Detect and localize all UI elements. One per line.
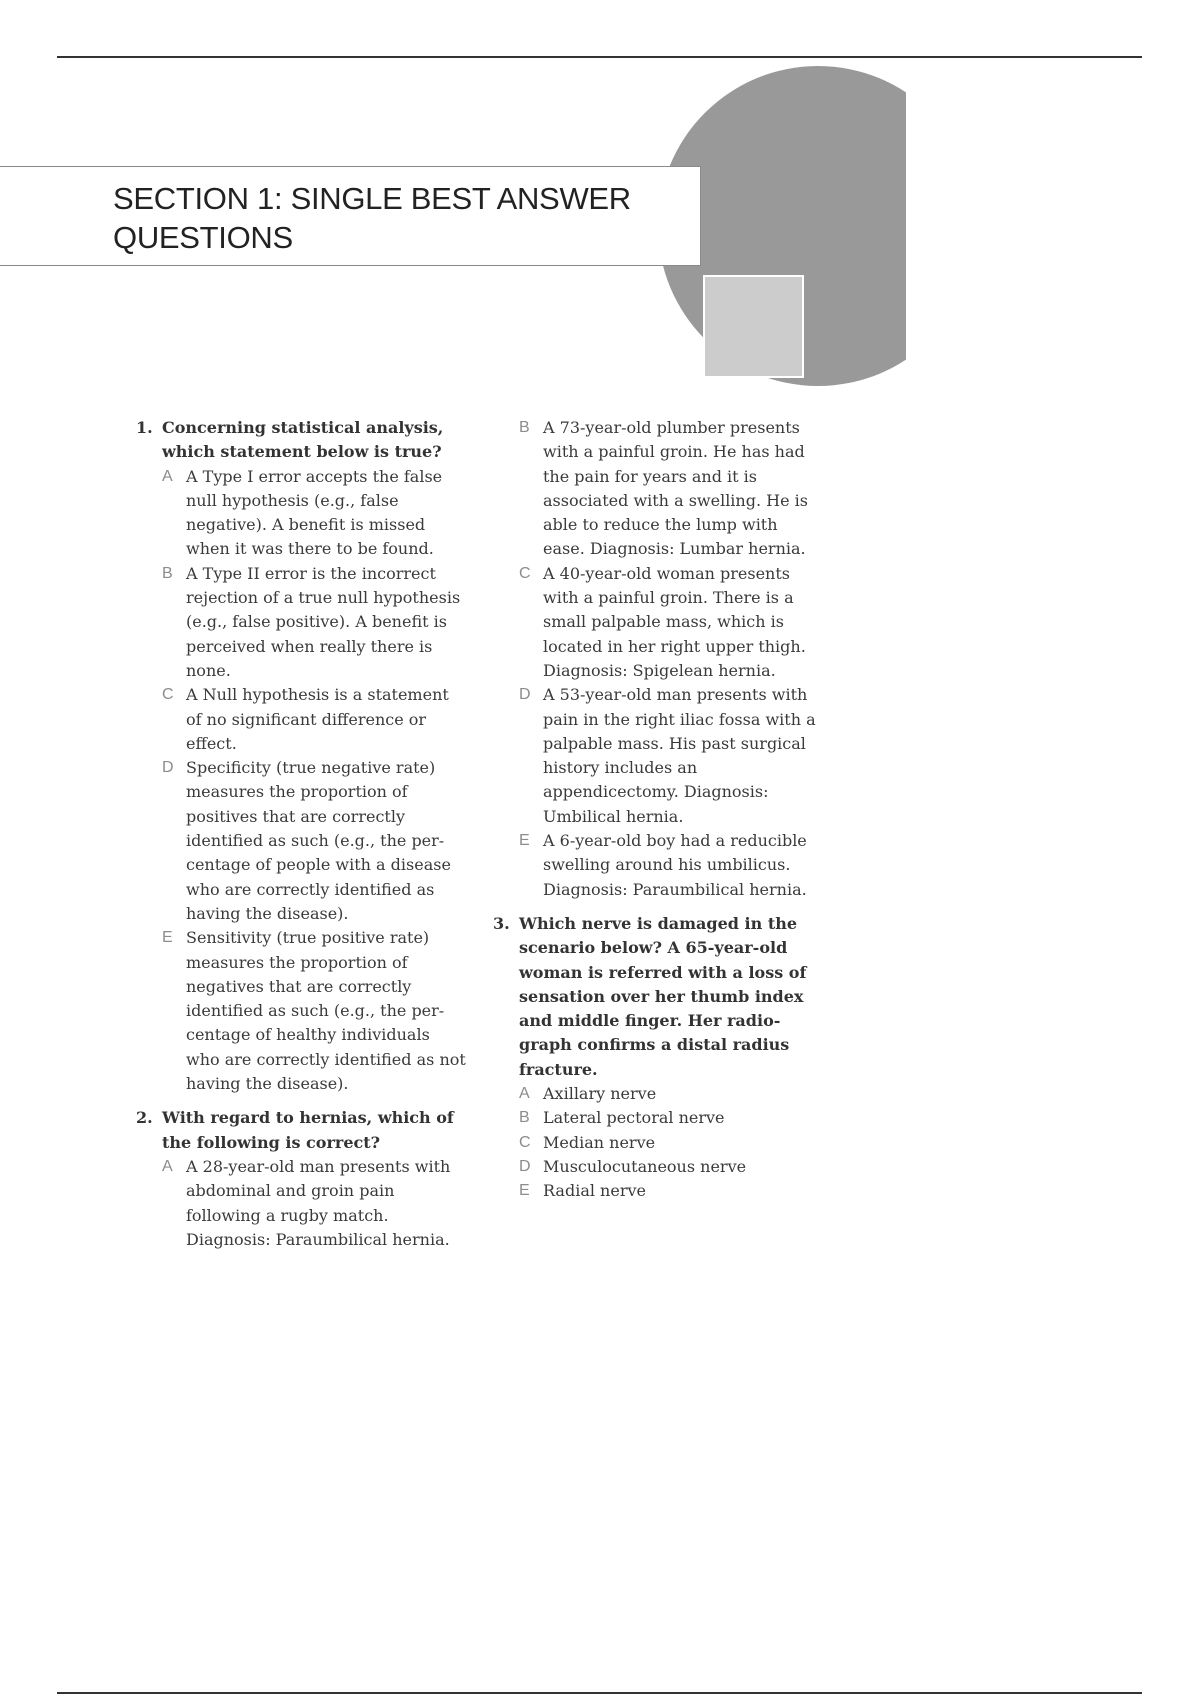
answer-option <box>136 683 466 756</box>
option-text: Lateral pectoral nerve <box>543 1108 725 1128</box>
option-text: A 73-year-old plumber presents with a painful groin. He has had the pain for years and it is associated with a swelling. He is able to reduce the lump with ease. Diagnosis: Lumbar hernia. <box>543 418 808 559</box>
answer-option <box>136 1155 466 1252</box>
question-stem <box>136 1106 466 1155</box>
section-header <box>0 166 701 266</box>
option-letter: D <box>519 686 531 704</box>
option-letter: D <box>519 1157 531 1175</box>
answer-option <box>493 1106 823 1130</box>
answer-option <box>136 465 466 562</box>
question-2-continued <box>493 416 823 902</box>
question-text: With regard to hernias, which of the following is correct? <box>162 1108 454 1152</box>
option-letter: C <box>519 564 531 582</box>
answer-option <box>493 683 823 829</box>
option-text: A 6-year-old boy had a reducible swelling around his umbilicus. Diagnosis: Paraumbilical hernia. <box>543 831 807 899</box>
question-text: Which nerve is damaged in the scenario below? A 65-year-old woman is referred with a loss of sensation over her thumb index and middle finger. Her radiograph confirms a distal radius fracture. <box>519 913 807 1079</box>
option-text: Axillary nerve <box>543 1084 657 1104</box>
answer-option <box>136 926 466 1096</box>
option-text: A 53-year-old man presents with pain in the right iliac fossa with a palpable mass. His past surgical history includes an appendicectomy. Diagnosis: Umbilical hernia. <box>543 685 816 826</box>
bottom-rule <box>57 1692 1142 1694</box>
option-text: A Type II error is the incorrect rejection of a true null hypothesis (e.g., false positive). A benefit is perceived when really there is none. <box>186 563 461 680</box>
question-stem <box>136 416 466 465</box>
left-column <box>136 416 466 1262</box>
answer-option <box>493 1155 823 1179</box>
right-column <box>493 416 823 1214</box>
answer-option <box>136 756 466 926</box>
option-text: A Type I error accepts the false null hypothesis (e.g., false negative). A benefit is missed when it was there to be found. <box>186 466 443 559</box>
answer-option <box>136 562 466 683</box>
option-text: A 40-year-old woman presents with a painful groin. There is a small palpable mass, which is located in her right upper thigh. Diagnosis: Spigelean hernia. <box>543 563 806 680</box>
option-letter: B <box>162 564 173 582</box>
option-letter: B <box>519 419 530 436</box>
option-text: Radial nerve <box>543 1181 646 1201</box>
section-title-line1: SECTION 1: SINGLE BEST ANSWER <box>113 181 631 216</box>
question-2 <box>136 1106 466 1252</box>
answer-option <box>493 1082 823 1106</box>
option-letter: E <box>519 832 530 850</box>
answer-option <box>493 1179 823 1203</box>
option-letter: D <box>162 759 174 777</box>
question-stem <box>493 912 823 1082</box>
option-letter: A <box>162 1157 173 1175</box>
option-letter: E <box>519 1182 530 1200</box>
option-letter: A <box>519 1085 530 1103</box>
option-text: A 28-year-old man presents with abdominal and groin pain following a rugby match. Diagnosis: Paraumbilical hernia. <box>186 1156 451 1249</box>
answer-option <box>493 562 823 683</box>
section-title <box>113 179 693 257</box>
option-letter: E <box>162 929 173 947</box>
option-letter: B <box>519 1109 530 1127</box>
question-number: 2. <box>136 1108 153 1128</box>
option-letter: C <box>519 1133 531 1151</box>
answer-option <box>493 829 823 902</box>
option-text: Median nerve <box>543 1132 656 1152</box>
answer-option <box>493 1131 823 1155</box>
answer-option <box>493 416 823 562</box>
decor-square <box>704 276 803 377</box>
question-1 <box>136 416 466 1096</box>
question-text: Concerning statistical analysis, which statement below is true? <box>162 418 444 462</box>
question-number: 3. <box>493 913 510 933</box>
option-text: A Null hypothesis is a statement of no significant difference or effect. <box>186 685 449 753</box>
section-title-line2: QUESTIONS <box>113 220 293 255</box>
option-letter: A <box>162 467 173 485</box>
question-3 <box>493 912 823 1204</box>
option-text: Specificity (true negative rate) measures the proportion of positives that are correctly identified as such (e.g., the percentage of people with a disease who are correctly identified as having the disease). <box>186 758 451 923</box>
option-letter: C <box>162 686 174 704</box>
option-text: Sensitivity (true positive rate) measures the proportion of negatives that are correctly identified as such (e.g., the percentage of healthy individuals who are correctly identified as not having the disease). <box>186 928 466 1094</box>
option-text: Musculocutaneous nerve <box>543 1156 747 1176</box>
question-number: 1. <box>136 418 153 437</box>
